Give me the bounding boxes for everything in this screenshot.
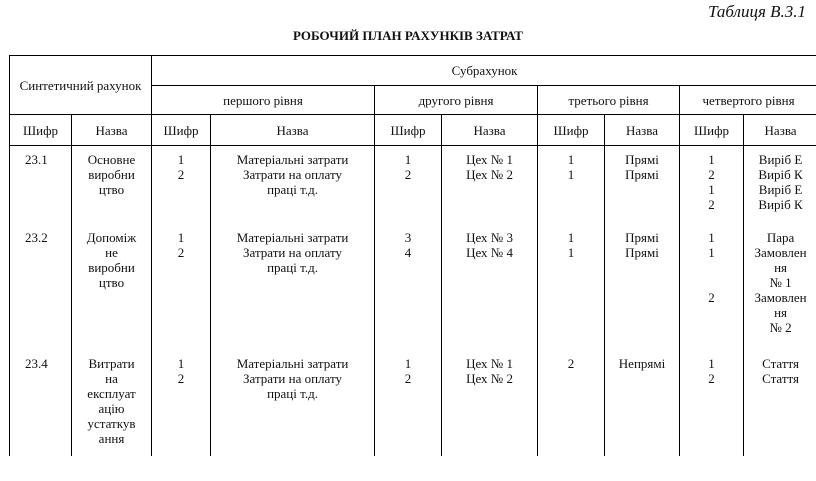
- header-level-1: першого рівня: [152, 86, 375, 115]
- level-3-code: 1: [567, 245, 575, 260]
- level-2-code: 1: [404, 356, 412, 371]
- level-1-code: 1: [177, 152, 185, 167]
- account-code-cell: 23.1: [10, 146, 72, 225]
- table-body: [10, 146, 816, 457]
- level-4-name: Замовлен: [754, 290, 807, 305]
- header-synthetic-account: Синтетичний рахунок: [10, 56, 152, 115]
- level-4-name: Виріб К: [758, 167, 803, 182]
- level-3-name-cell: [605, 350, 680, 456]
- page-title: РОБОЧИЙ ПЛАН РАХУНКІВ ЗАТРАТ: [293, 28, 523, 43]
- level-4-code: 1: [708, 182, 715, 197]
- level-4-name: Замовлен: [754, 245, 807, 260]
- level-4-code: 2: [708, 167, 715, 182]
- level-1-name: праці т.д.: [267, 386, 318, 401]
- level-2-name: Цех № 3: [466, 230, 513, 245]
- level-4-code-cell: [680, 146, 744, 225]
- level-3-name-cell: [605, 146, 680, 225]
- level-3-name: Непрямі: [618, 356, 666, 371]
- level-4-name: Виріб Е: [758, 152, 803, 167]
- level-1-code: 2: [177, 245, 185, 260]
- level-4-name-cell: [744, 224, 816, 350]
- account-name: на: [105, 371, 118, 386]
- level-4-name: ня: [774, 260, 788, 275]
- level-1-code-cell: [152, 350, 211, 456]
- level-3-name: Прямі: [625, 167, 659, 182]
- header-code: Шифр: [375, 115, 442, 146]
- header-name: Назва: [442, 115, 538, 146]
- header-level-3: третього рівня: [538, 86, 680, 115]
- level-1-code-cell: [152, 224, 211, 350]
- account-name: Основне: [87, 152, 136, 167]
- level-4-code-cell: [680, 224, 744, 350]
- header-code: Шифр: [152, 115, 211, 146]
- account-name: не: [105, 245, 118, 260]
- header-name: Назва: [744, 115, 816, 146]
- header-level-2: другого рівня: [375, 86, 538, 115]
- level-4-name: Стаття: [762, 356, 800, 371]
- header-name: Назва: [211, 115, 375, 146]
- level-1-name: праці т.д.: [267, 260, 318, 275]
- level-1-name-cell: [211, 350, 375, 456]
- level-1-name: Затрати на оплату: [243, 245, 342, 260]
- account-name: Витрати: [88, 356, 135, 371]
- level-2-code-cell: [375, 350, 442, 456]
- level-2-code-cell: [375, 224, 442, 350]
- level-1-name: Затрати на оплату: [243, 167, 342, 182]
- level-4-name: Виріб К: [758, 197, 803, 212]
- table-row: [10, 146, 816, 225]
- account-name: цтво: [98, 275, 125, 290]
- account-name: Допоміж: [86, 230, 137, 245]
- level-1-code: 2: [177, 371, 185, 386]
- level-4-name: Виріб Е: [758, 182, 803, 197]
- level-4-name: Стаття: [762, 371, 800, 386]
- table-caption: Таблиця В.3.1: [708, 2, 806, 21]
- level-1-code: 1: [177, 356, 185, 371]
- header-code: Шифр: [538, 115, 605, 146]
- header-code: Шифр: [680, 115, 744, 146]
- level-2-name: Цех № 2: [466, 371, 513, 386]
- level-2-code: 1: [404, 152, 412, 167]
- level-4-name: ня: [774, 305, 788, 320]
- account-code-cell: 23.4: [10, 350, 72, 456]
- account-name: виробни: [88, 260, 135, 275]
- level-2-name-cell: [442, 350, 538, 456]
- level-3-name-cell: [605, 224, 680, 350]
- level-1-code-cell: [152, 146, 211, 225]
- level-2-name: Цех № 1: [466, 152, 513, 167]
- account-name: ання: [98, 431, 125, 446]
- level-4-name: Пара: [766, 230, 795, 245]
- level-3-name: Прямі: [625, 245, 659, 260]
- level-4-code: 1: [708, 230, 715, 245]
- account-name: ацію: [98, 401, 125, 416]
- account-name-cell: [72, 146, 152, 225]
- level-4-code: 1: [708, 356, 715, 371]
- level-4-code: 2: [708, 371, 715, 386]
- account-code-cell: 23.2: [10, 224, 72, 350]
- level-1-name-cell: [211, 146, 375, 225]
- level-2-name: Цех № 1: [466, 356, 513, 371]
- level-4-code-cell: [680, 350, 744, 456]
- cost-accounts-table: [9, 55, 816, 456]
- level-4-code: [682, 260, 741, 275]
- table-row: [10, 350, 816, 456]
- level-3-code: 1: [567, 152, 575, 167]
- account-name: виробни: [88, 167, 135, 182]
- account-name: експлуат: [87, 386, 136, 401]
- level-3-name: Прямі: [625, 152, 659, 167]
- level-2-name-cell: [442, 224, 538, 350]
- level-2-name-cell: [442, 146, 538, 225]
- level-2-name: Цех № 4: [466, 245, 513, 260]
- header-subaccount: Субрахунок: [152, 56, 816, 86]
- level-1-name: Затрати на оплату: [243, 371, 342, 386]
- level-3-code-cell: [538, 224, 605, 350]
- level-3-code-cell: [538, 350, 605, 456]
- level-1-code: 2: [177, 167, 185, 182]
- level-3-code-cell: [538, 146, 605, 225]
- level-4-code: 2: [708, 197, 715, 212]
- level-4-code: 2: [708, 290, 715, 305]
- level-2-code-cell: [375, 146, 442, 225]
- level-3-code: 2: [567, 356, 575, 371]
- level-2-code: 4: [404, 245, 412, 260]
- account-name: цтво: [98, 182, 125, 197]
- level-2-code: 2: [404, 371, 412, 386]
- level-4-code: 1: [708, 152, 715, 167]
- level-2-code: 3: [404, 230, 412, 245]
- level-1-code: 1: [177, 230, 185, 245]
- level-4-code: [682, 275, 741, 290]
- level-2-name: Цех № 2: [466, 167, 513, 182]
- level-4-name-cell: [744, 146, 816, 225]
- level-4-code: 1: [708, 245, 715, 260]
- level-3-code: 1: [567, 167, 575, 182]
- level-1-name: Матеріальні затрати: [236, 230, 349, 245]
- header-code: Шифр: [10, 115, 72, 146]
- level-2-code: 2: [404, 167, 412, 182]
- level-1-name: Матеріальні затрати: [236, 152, 349, 167]
- header-level-4: четвертого рівня: [680, 86, 816, 115]
- header-name: Назва: [72, 115, 152, 146]
- level-4-name: № 2: [769, 320, 792, 335]
- table-row: [10, 224, 816, 350]
- level-3-code: 1: [567, 230, 575, 245]
- account-name-cell: [72, 224, 152, 350]
- level-3-name: Прямі: [625, 230, 659, 245]
- header-name: Назва: [605, 115, 680, 146]
- account-name-cell: [72, 350, 152, 456]
- account-name: устаткув: [87, 416, 136, 431]
- level-1-name: праці т.д.: [267, 182, 318, 197]
- level-1-name-cell: [211, 224, 375, 350]
- level-4-name: № 1: [769, 275, 792, 290]
- level-4-name-cell: [744, 350, 816, 456]
- level-1-name: Матеріальні затрати: [236, 356, 349, 371]
